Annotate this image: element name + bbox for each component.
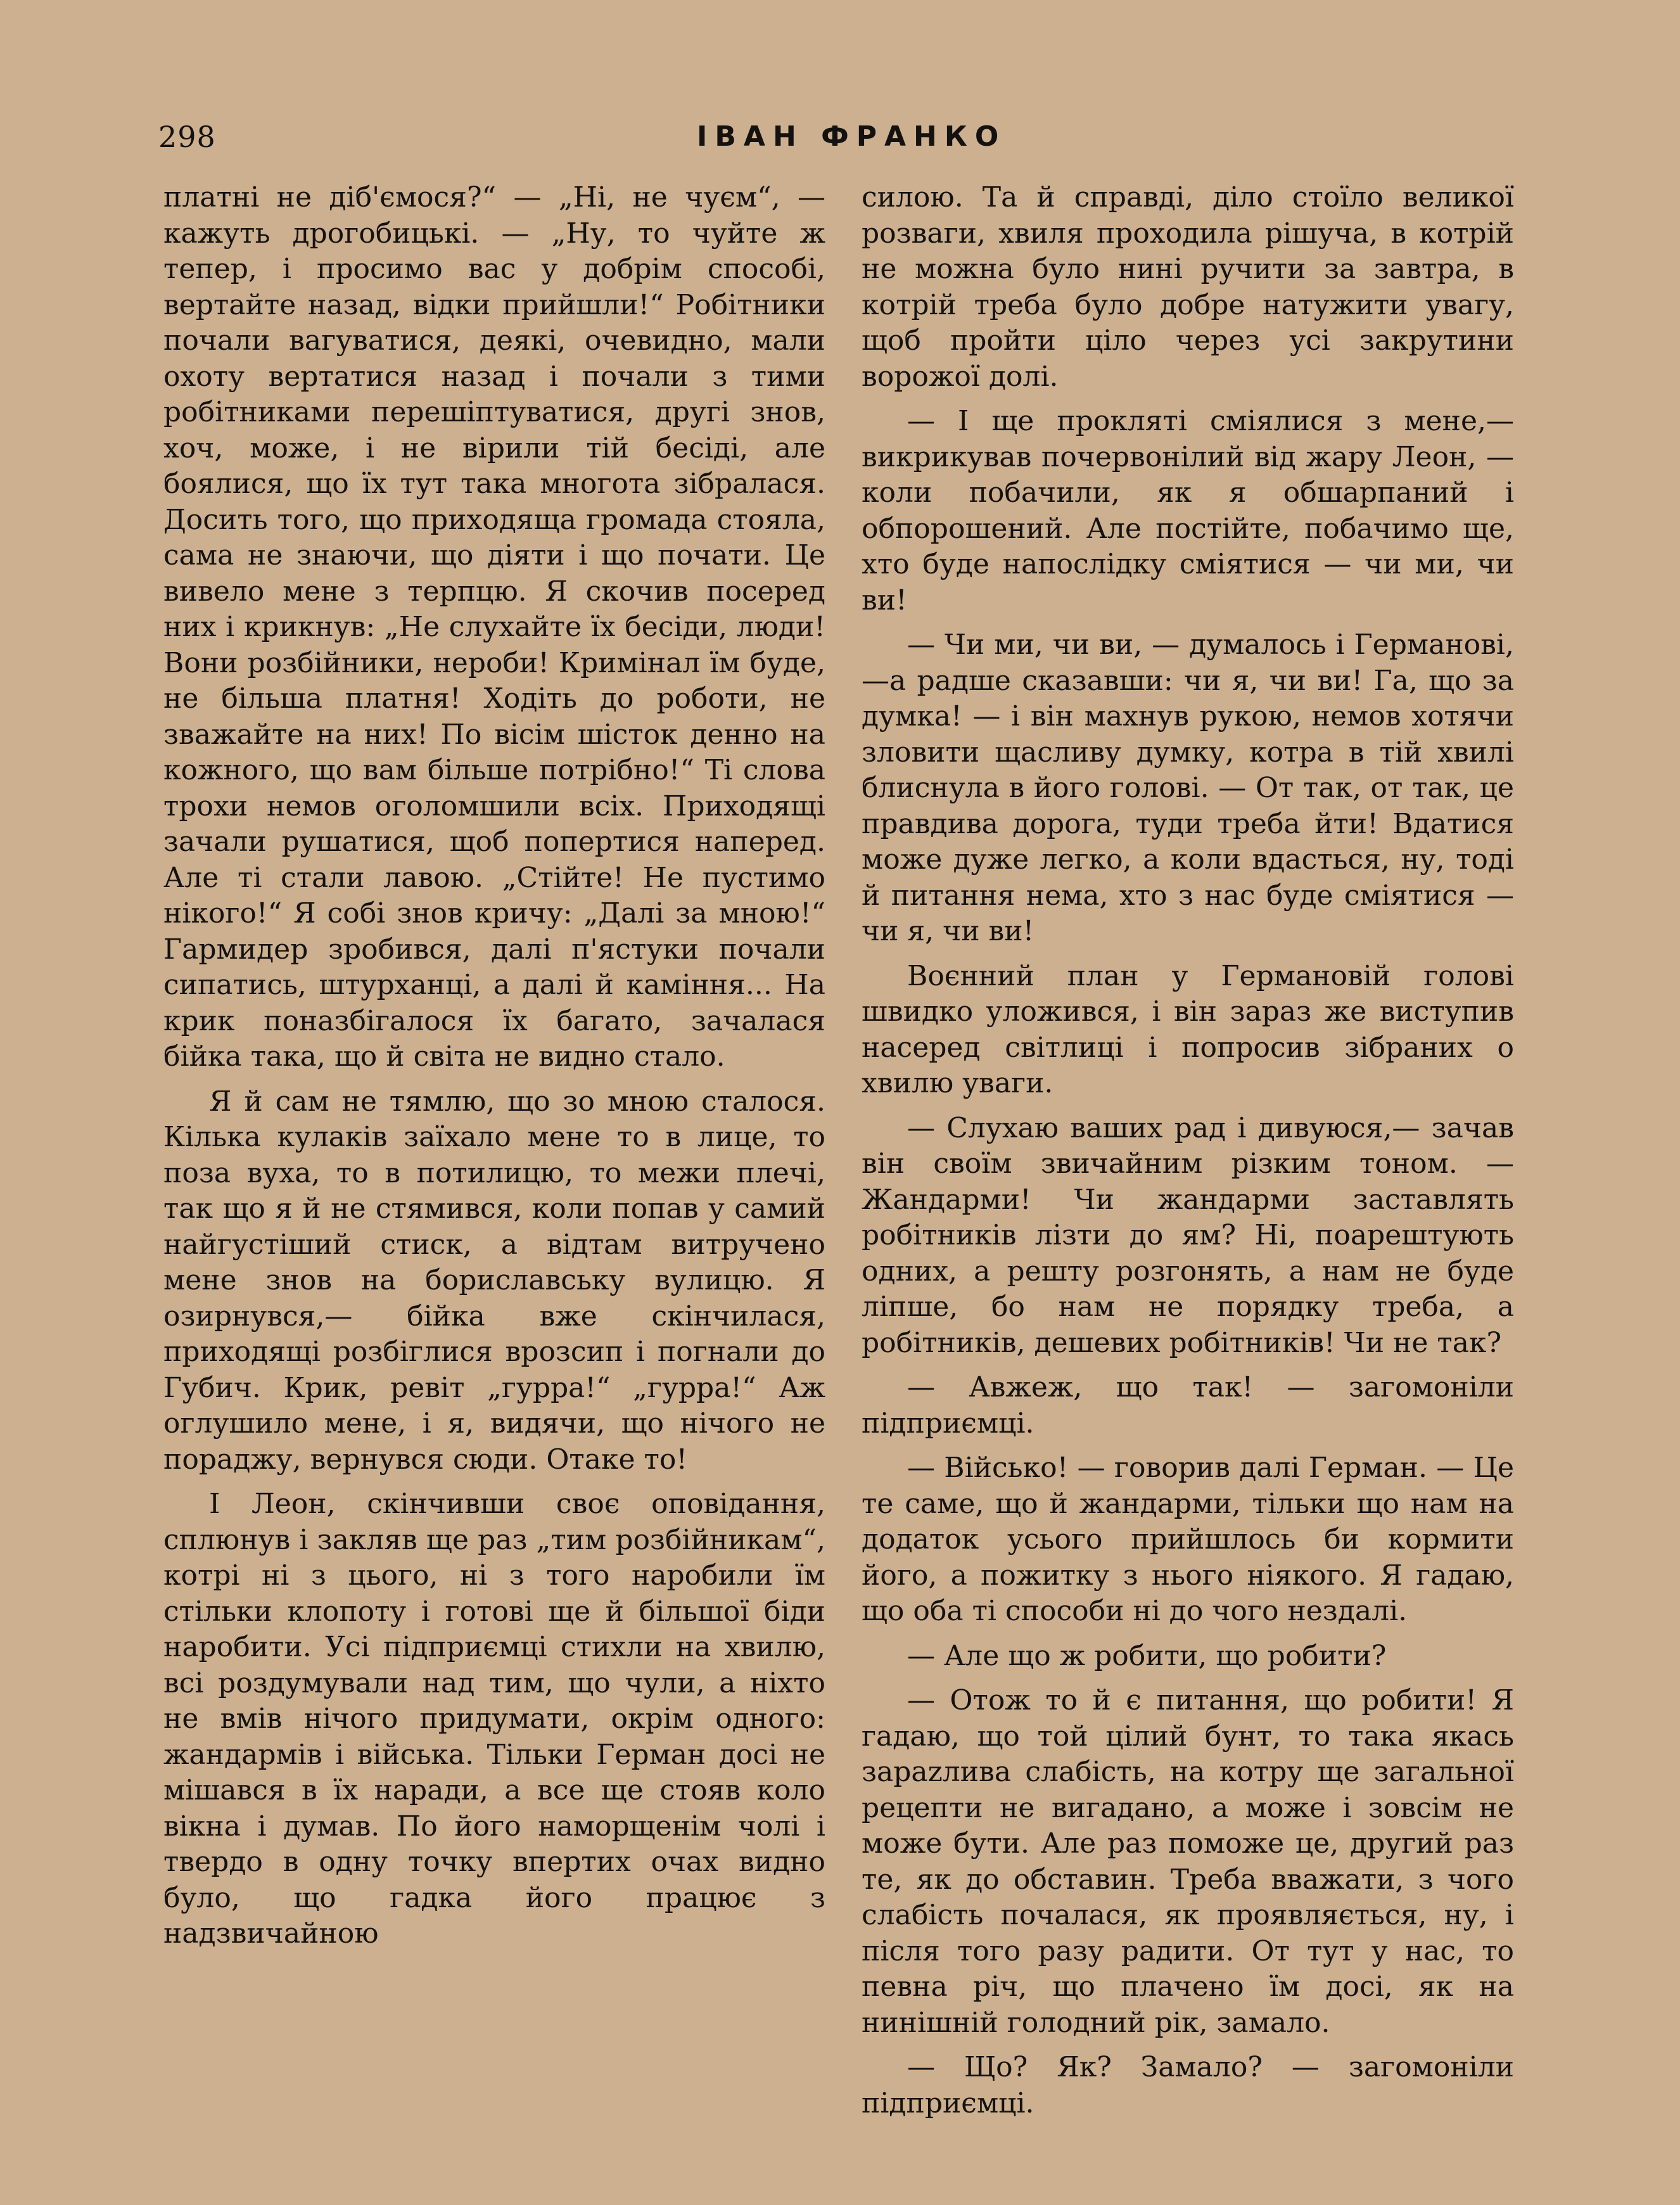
paragraph: платні не діб'ємося?“ — „Ні, не чуєм“, — кажуть дрогобицькі. — „Ну, то чуйте ж тепер, і просимо вас у добрім способі, вертайте назад, відки прийшли!“ Робітники почали вагуватися, деякі, очевидно, мали охоту вертатися назад і почали з тими робітниками перешіптуватися, другі знов, хоч, може, і не вірили тій бесіді, але боялися, що їх тут така многота зібралася. Досить того, що приходяща громада стояла, сама не знаючи, що діяти і що почати. Це вивело мене з терпцю. Я скочив посеред них і крикнув: „Не слухайте їх бесіди, люди! Вони розбійники, нероби! Кримінал їм буде, не більша платня! Ходіть до роботи, не зважайте на них! По вісім шісток денно на кожного, що вам більше потрібно!“ Ті слова трохи немов оголомшили всіх. Приходящі зачали рушатися, щоб попертися наперед. Але ті стали лавою. „Стійте! Не пустимо нікого!“ Я собі знов кричу: „Далі за мною!“ Гармидер зробився, далі п'ястуки почали сипатись, штурханці, а далі й каміння... На крик поназбігалося їх багато, зачалася бійка така, що й світа не видно стало. [163,181,825,1073]
right-column [862,180,1514,2121]
paragraph: — Чи ми, чи ви, — думалось і Германові,—а радше сказавши: чи я, чи ви! Га, що за думка! — і він махнув рукою, немов хотячи зловити щасливу думку, котра в тій хвилі блиснула в його голові. — От так, от так, це правдива дорога, туди треба йти! Вдатися може дуже легко, а коли вдасться, ну, тоді й питання нема, хто з нас буде сміятися — чи я, чи ви! [862,629,1514,947]
paragraph: — І ще прокляті сміялися з мене,— викрикував почервонілий від жару Леон, — коли побачили, як я обшарпаний і обпорошений. Але постійте, побачимо ще, хто буде напослідку сміятися — чи ми, чи ви! [862,405,1514,617]
paragraph: — Військо! — говорив далі Герман. — Це те саме, що й жандарми, тільки що нам на додаток усього прийшлось би кормити його, а пожитку з нього ніякого. Я гадаю, що оба ті способи ні до чого нездалі. [862,1452,1514,1627]
paragraph: — Авжеж, що так! — загомоніли підприємці. [862,1371,1514,1440]
paragraph: — Слухаю ваших рад і дивуюся,— зачав він своїм звичайним різким тоном. — Жандарми! Чи жандарми заставлять робітників лізти до ям? Ні, поарештують одних, а решту розгонять, а нам не буде ліпше, бо нам не порядку треба, а робітників, дешевих робітників! Чи не так? [862,1111,1514,1359]
paragraph: — Що? Як? Замало? — загомоніли підприємці. [862,2051,1514,2119]
paragraph: — Але що ж робити, що робити? [907,1639,1387,1672]
running-head [158,118,1520,156]
page-number: 298 [158,120,216,154]
paragraph: силою. Та й справді, діло стоїло великої розваги, хвиля проходила рішуча, в котрій не можна було нині ручити за завтра, в котрій треба було добре натужити увагу, щоб пройти ціло через усі закрутини ворожої долі. [862,181,1514,393]
paragraph: І Леон, скінчивши своє оповідання, сплюнув і закляв ще раз „тим розбійникам“, котрі ні з цього, ні з того наробили їм стільки клопоту і готові ще й більшої біди наробити. Усі підприємці стихли на хвилю, всі роздумували над тим, що чули, а ніхто не вмів нічого придумати, окрім одного: жандармів і війська. Тільки Герман досі не мішався в їх наради, а все ще стояв коло вікна і думав. По його наморщенім чолі і твердо в одну точку впертих очах видно було, що гадка його працює з надзвичайною [163,1488,825,1950]
paragraph: Воєнний план у Германовій голові швидко уложився, і він зараз же виступив насеред світлиці і попросив зібраних о хвилю уваги. [862,959,1514,1099]
paragraph: — Отож то й є питання, що робити! Я гадаю, що той цілий бунт, то така якась зарazлива слабість, на котру ще загальної рецепти не вигадано, а може і зовсім не може бути. Але раз поможе це, другий раз те, як до обставин. Треба вважати, з чого слабість почалася, як проявляється, ну, і після того разу радити. От тут у нас, то певна річ, що плачено їм досі, як на нинішній голодний рік, замало. [862,1684,1514,2039]
left-column [163,180,825,1952]
paragraph: Я й сам не тямлю, що зо мною сталося. Кілька кулаків заїхало мене то в лице, то поза вуха, то в потилицю, то межи плечі, так що я й не стямився, коли попав у самий найгустіший стиск, а відтам витручено мене знов на бориславську вулицю. Я озирнувся,— бійка вже скінчилася, приходящі розбіглися врозсип і погнали до Губич. Крик, ревіт „гурра!“ „гурра!“ Аж оглушило мене, і я, видячи, що нічого не пораджу, вернувся сюди. Отаке то! [163,1085,825,1476]
running-head-author: ІВАН ФРАНКО [697,120,1007,153]
